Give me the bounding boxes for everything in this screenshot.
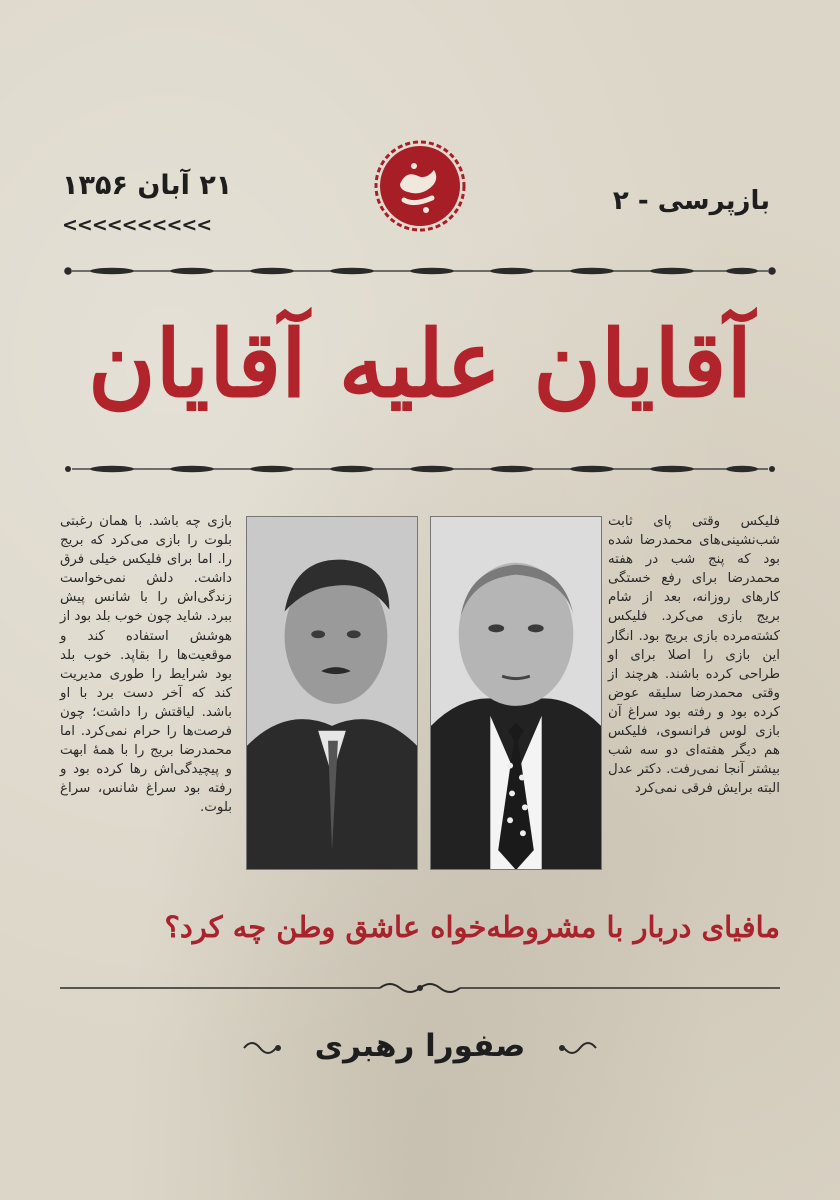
- column-left-text: بازی چه باشد. با همان رغبتی بلوت را بازی می‌کرد که بریج را. اما برای فلیکس خیلی فرق داشت. دلش نمی‌خواست زندگی‌اش را با شانس پیش ببرد. شاید چون خوب بلد بود از هوشش استفاده کند و موقعیت‌ها را بقاپد. خوب بلد بود شرایط را طوری مدیریت کند که آخر دست برد با او باشد. لیاقتش را داشت؛ چون فرصت‌ها را حرام نمی‌کرد. اما محمدرضا بریج را با همهٔ ابهت و پیچیدگی‌اش رها کرده بود و رفته بود سراغ شانس، سراغ بلوت.: [60, 514, 232, 816]
- chevron-row: <<<<<<<<<<: [62, 214, 212, 236]
- book-title: آقایان علیه آقایان: [87, 310, 753, 418]
- ornamental-divider-middle: [62, 461, 778, 475]
- author-name: صفورا رهبری: [314, 1028, 526, 1064]
- ornamental-rule: [60, 978, 780, 998]
- issue-date: ۲۱ آبان ۱۳۵۶: [62, 170, 233, 201]
- column-right-text: فلیکس وقتی پای ثابت شب‌نشینی‌های محمدرضا شده بود که پنج شب در هفته محمدرضا برای رفع خستگی کارهای روزانه، بعد از شام بریج بازی می‌کرد. فلیکس کشته‌مرده بازی بریج بود. انگار این بازی را اصلا برای او طراحی کرده باشند. هرچند از وقتی محمدرضا سلیقه عوض کرده بود و رفته بود سراغ آن بازی لوس فرانسوی، فلیکس هم دیگر هفته‌ای دو سه شب بیشتر آنجا نمی‌رفت. دکتر عدل البته برایش فرقی نمی‌کرد: [608, 514, 780, 797]
- text-column-right: [608, 512, 780, 798]
- flourish-right-icon: [558, 1036, 598, 1060]
- subtitle: مافیای دربار با مشروطه‌خواه عاشق وطن چه کرد؟: [164, 910, 780, 944]
- portrait-photo-right: [430, 516, 602, 870]
- publisher-logo: [374, 140, 466, 232]
- flourish-left-icon: [242, 1036, 282, 1060]
- series-label: بازپرسی - ۲: [612, 186, 770, 216]
- text-column-left: [60, 512, 232, 818]
- portrait-photo-left: [246, 516, 418, 870]
- ornamental-divider-top: [62, 263, 778, 277]
